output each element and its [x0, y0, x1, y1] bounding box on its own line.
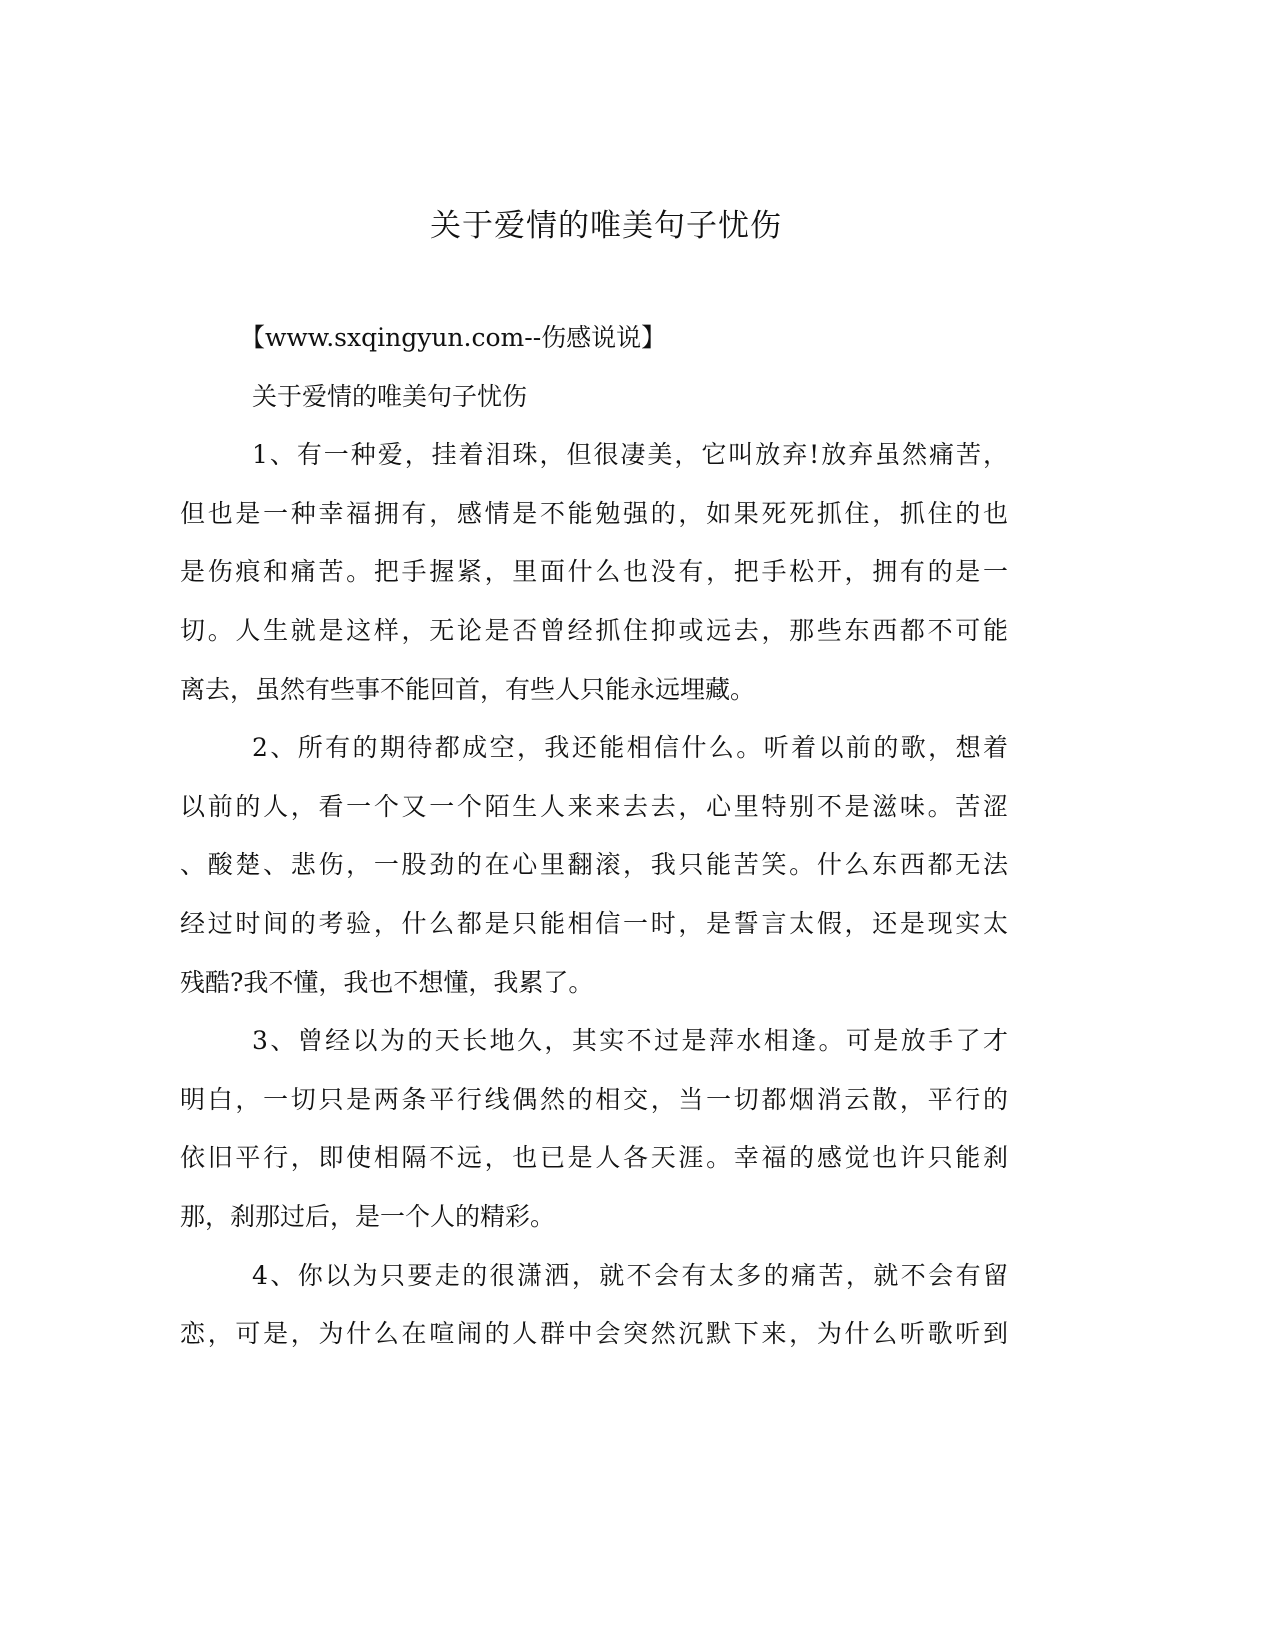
- paragraph: [180, 1256, 1008, 1373]
- paragraph-line: 是伤痕和痛苦。把手握紧，里面什么也没有，把手松开，拥有的是一: [180, 557, 1008, 587]
- paragraph: [180, 435, 1008, 728]
- paragraph-line: 3、曾经以为的天长地久，其实不过是萍水相逢。可是放手了才: [252, 1026, 1008, 1056]
- paragraph-line: 依旧平行，即使相隔不远，也已是人各天涯。幸福的感觉也许只能刹: [180, 1143, 1008, 1173]
- source-line: 【www.sxqingyun.com--伤感说说】: [240, 323, 667, 352]
- paragraph-line: 那，刹那过后，是一个人的精彩。: [180, 1201, 556, 1231]
- page-title: 关于爱情的唯美句子忧伤: [430, 208, 782, 244]
- paragraph-line: 以前的人，看一个又一个陌生人来来去去，心里特别不是滋味。苦涩: [180, 791, 1008, 821]
- paragraph-line: 离去，虽然有些事不能回首，有些人只能永远埋藏。: [180, 674, 756, 704]
- paragraph-line: 经过时间的考验，什么都是只能相信一时，是誓言太假，还是现实太: [180, 908, 1008, 938]
- paragraph-line: 4、你以为只要走的很潇洒，就不会有太多的痛苦，就不会有留: [252, 1260, 1008, 1290]
- paragraph-line: 恋，可是，为什么在喧闹的人群中会突然沉默下来，为什么听歌听到: [180, 1319, 1008, 1349]
- paragraph-line: 、酸楚、悲伤，一股劲的在心里翻滚，我只能苦笑。什么东西都无法: [180, 850, 1008, 880]
- paragraph: [180, 1021, 1008, 1255]
- paragraph-line: 明白，一切只是两条平行线偶然的相交，当一切都烟消云散，平行的: [180, 1084, 1008, 1114]
- paragraph-line: 1、有一种爱，挂着泪珠，但很凄美，它叫放弃!放弃虽然痛苦，: [252, 440, 1008, 470]
- paragraph-line: 但也是一种幸福拥有，感情是不能勉强的，如果死死抓住，抓住的也: [180, 498, 1008, 528]
- paragraph-line: 2、所有的期待都成空，我还能相信什么。听着以前的歌，想着: [252, 733, 1008, 763]
- document-body: [180, 318, 1008, 1373]
- subtitle: 关于爱情的唯美句子忧伤: [252, 381, 528, 411]
- paragraph-line: 切。人生就是这样，无论是否曾经抓住抑或远去，那些东西都不可能: [180, 615, 1008, 645]
- paragraph: [180, 728, 1008, 1021]
- paragraph-line: 残酷?我不懂，我也不想懂，我累了。: [180, 967, 594, 997]
